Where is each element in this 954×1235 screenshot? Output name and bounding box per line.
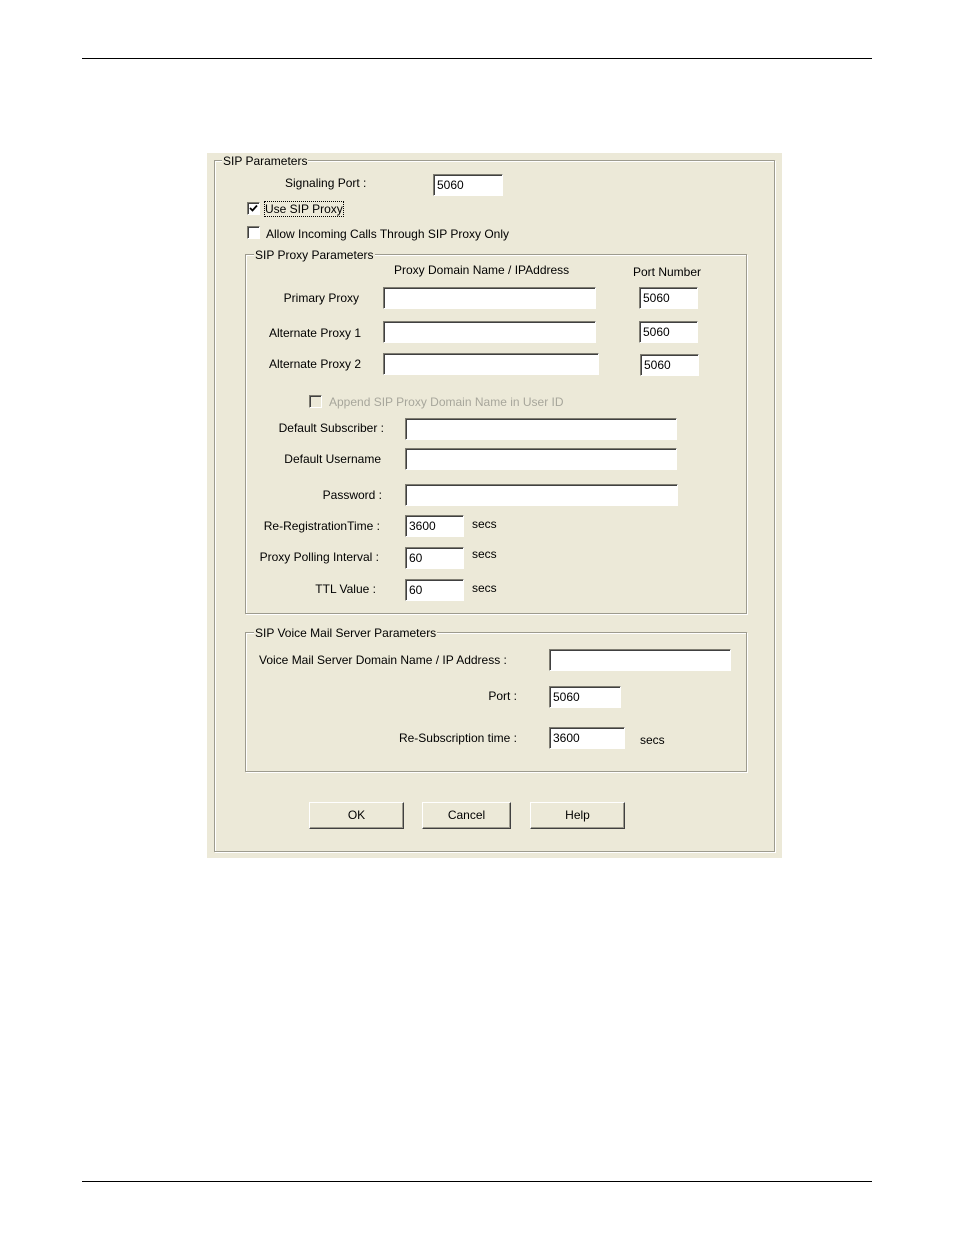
page-bottom-rule bbox=[82, 1181, 872, 1182]
primary-proxy-port-input[interactable]: 5060 bbox=[639, 287, 698, 309]
voice-mail-port-input[interactable]: 5060 bbox=[549, 686, 621, 708]
allow-incoming-checkbox[interactable] bbox=[247, 226, 260, 239]
re-subscription-secs-label: secs bbox=[640, 733, 665, 747]
default-subscriber-label: Default Subscriber : bbox=[278, 421, 384, 435]
primary-proxy-label: Primary Proxy bbox=[283, 291, 359, 305]
allow-incoming-label[interactable]: Allow Incoming Calls Through SIP Proxy Only bbox=[266, 227, 509, 241]
password-label: Password : bbox=[322, 488, 382, 502]
ttl-value-input[interactable]: 60 bbox=[405, 579, 464, 601]
voice-mail-port-label: Port : bbox=[488, 689, 517, 703]
password-input[interactable] bbox=[405, 484, 678, 506]
reregistration-time-label: Re-RegistrationTime : bbox=[263, 519, 380, 533]
alternate-proxy-1-label: Alternate Proxy 1 bbox=[268, 326, 361, 340]
port-number-column-header: Port Number bbox=[633, 265, 702, 279]
ttl-value-label: TTL Value : bbox=[315, 582, 376, 596]
re-subscription-time-label: Re-Subscription time : bbox=[398, 731, 517, 745]
polling-secs-label: secs bbox=[472, 547, 497, 561]
sip-proxy-parameters-title: SIP Proxy Parameters bbox=[255, 248, 374, 262]
sip-parameters-title: SIP Parameters bbox=[223, 154, 308, 168]
re-subscription-time-input[interactable]: 3600 bbox=[549, 727, 625, 749]
proxy-polling-interval-label: Proxy Polling Interval : bbox=[259, 550, 379, 564]
alternate-proxy-2-label: Alternate Proxy 2 bbox=[268, 357, 361, 371]
page-top-rule bbox=[82, 58, 872, 59]
signaling-port-input[interactable]: 5060 bbox=[433, 174, 503, 196]
ttl-secs-label: secs bbox=[472, 581, 497, 595]
alternate-proxy-1-port-input[interactable]: 5060 bbox=[639, 321, 698, 343]
use-sip-proxy-checkbox[interactable] bbox=[247, 202, 260, 215]
checkmark-icon bbox=[249, 204, 258, 213]
voice-mail-domain-label: Voice Mail Server Domain Name / IP Address : bbox=[259, 653, 507, 667]
append-domain-checkbox[interactable] bbox=[309, 395, 322, 408]
default-subscriber-input[interactable] bbox=[405, 418, 677, 440]
signaling-port-label: Signaling Port : bbox=[285, 176, 367, 190]
reregistration-secs-label: secs bbox=[472, 517, 497, 531]
reregistration-time-input[interactable]: 3600 bbox=[405, 515, 464, 537]
help-button[interactable]: Help bbox=[530, 802, 625, 829]
alternate-proxy-2-port-input[interactable]: 5060 bbox=[640, 354, 699, 376]
voice-mail-domain-input[interactable] bbox=[549, 649, 731, 671]
default-username-input[interactable] bbox=[405, 448, 677, 470]
sip-parameters-dialog bbox=[207, 153, 782, 858]
default-username-label: Default Username bbox=[284, 452, 381, 466]
ok-button[interactable]: OK bbox=[309, 802, 404, 829]
voice-mail-server-title: SIP Voice Mail Server Parameters bbox=[255, 626, 437, 640]
primary-proxy-domain-input[interactable] bbox=[383, 287, 596, 309]
proxy-domain-column-header: Proxy Domain Name / IPAddress bbox=[394, 263, 570, 277]
alternate-proxy-2-domain-input[interactable] bbox=[383, 353, 599, 375]
cancel-button[interactable]: Cancel bbox=[422, 802, 511, 829]
use-sip-proxy-label[interactable]: Use SIP Proxy bbox=[265, 202, 343, 216]
proxy-polling-interval-input[interactable]: 60 bbox=[405, 547, 464, 569]
alternate-proxy-1-domain-input[interactable] bbox=[383, 321, 596, 343]
append-domain-label: Append SIP Proxy Domain Name in User ID bbox=[329, 395, 564, 409]
